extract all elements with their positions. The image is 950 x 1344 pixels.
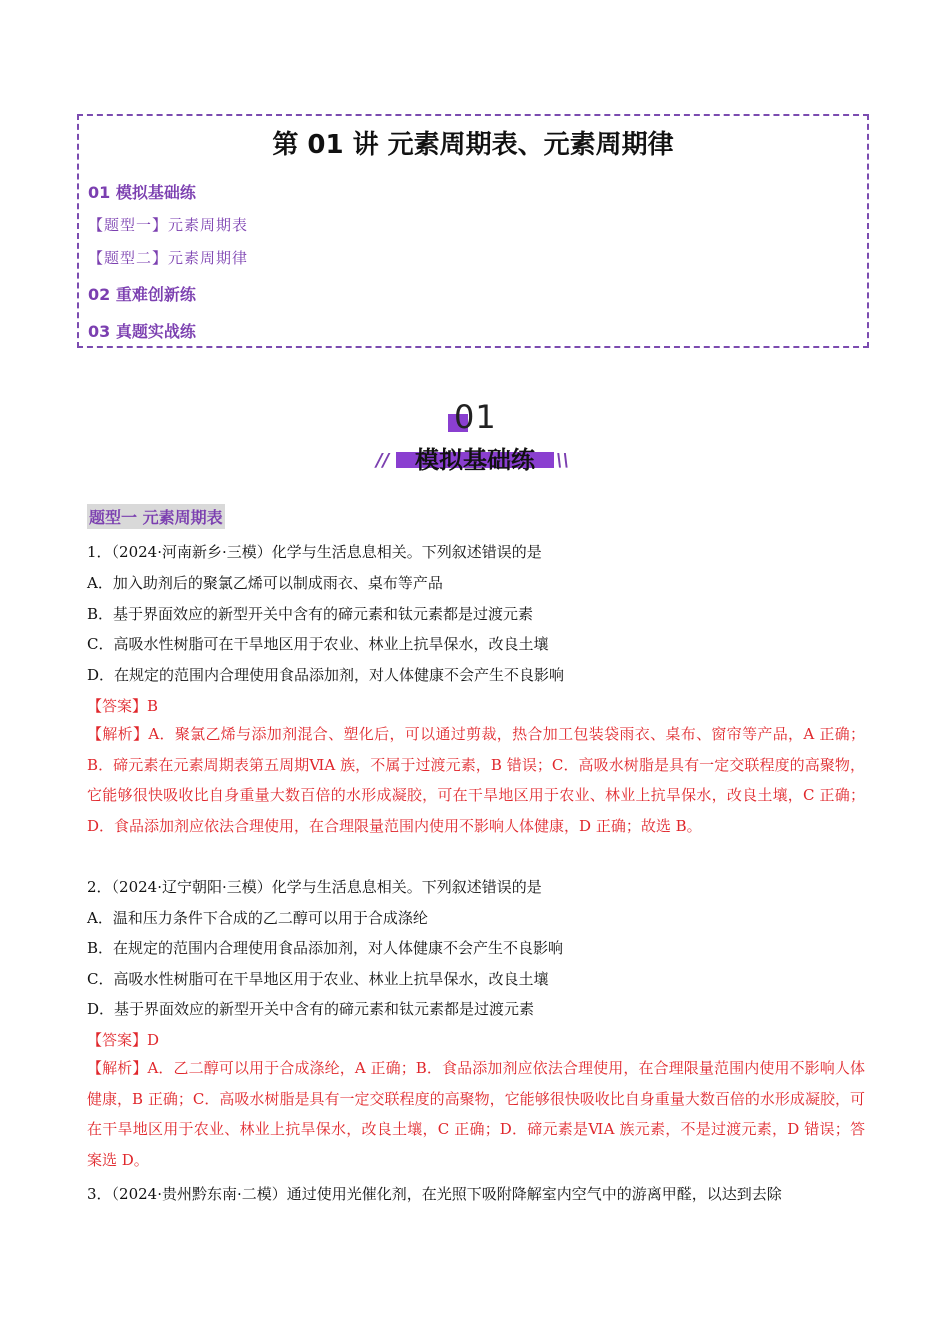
question-1-analysis: 【解析】A．聚氯乙烯与添加剂混合、塑化后，可以通过剪裁，热合加工包装袋雨衣、桌布、窗帘等产品，A 正确；B．碲元素在元素周期表第五周期ⅥA 族，不属于过渡元素，B 错误；C．高吸水树脂是具有一定交联程度的高聚物，它能够很快吸收比自身重量大数百倍的水形成凝胶，可在干旱地区用于农业、林业上抗旱保水，改良土壤，C 正确；D．食品添加剂应依法合理使用，在合理限量范围内使用不影响人体健康，D 正确；故选 B。 (87, 725, 865, 835)
banner-title: 模拟基础练 (415, 446, 535, 474)
banner-left-decoration: // (376, 450, 390, 471)
question-3-stem: 3．（2024·贵州黔东南·二模）通过使用光催化剂，在光照下吸附降解室内空气中的游离甲醛，以达到去除 (87, 1185, 782, 1203)
lecture-title: 第 01 讲 元素周期表、元素周期律 (272, 130, 674, 160)
question-1-option-a: A．加入助剂后的聚氯乙烯可以制成雨衣、桌布等产品 (87, 574, 443, 592)
question-1-stem: 1．（2024·河南新乡·三模）化学与生活息息相关。下列叙述错误的是 (87, 543, 542, 561)
toc-box (77, 114, 869, 348)
question-2-option-c: C．高吸水性树脂可在干旱地区用于农业、林业上抗旱保水，改良土壤 (87, 970, 549, 988)
toc-item-section-01[interactable]: 01 模拟基础练 (88, 183, 196, 202)
question-1-option-c: C．高吸水性树脂可在干旱地区用于农业、林业上抗旱保水，改良土壤 (87, 635, 549, 653)
type-heading: 题型一 元素周期表 (87, 504, 225, 529)
question-1-option-d: D．在规定的范围内合理使用食品添加剂，对人体健康不会产生不良影响 (87, 666, 565, 684)
question-2-option-a: A．温和压力条件下合成的乙二醇可以用于合成涤纶 (87, 909, 428, 927)
question-2-option-b: B．在规定的范围内合理使用食品添加剂，对人体健康不会产生不良影响 (87, 939, 564, 957)
section-banner (370, 398, 580, 478)
question-1-option-b: B．基于界面效应的新型开关中含有的碲元素和钛元素都是过渡元素 (87, 605, 534, 623)
question-2-analysis: 【解析】A．乙二醇可以用于合成涤纶，A 正确；B．食品添加剂应依法合理使用，在合理限量范围内使用不影响人体健康，B 正确；C．高吸水树脂是具有一定交联程度的高聚物，它能够很快吸收比自身重量大数百倍的水形成凝胶，可在干旱地区用于农业、林业上抗旱保水，改良土壤，C 正确；D．碲元素是ⅥA 族元素，不是过渡元素，D 错误；答案选 D。 (87, 1059, 865, 1169)
toc-item-type-2[interactable]: 【题型二】元素周期律 (88, 249, 249, 267)
banner-right-decoration: \\ (556, 450, 570, 471)
banner-number: 01 (454, 398, 497, 436)
toc-item-type-1[interactable]: 【题型一】元素周期表 (88, 216, 249, 234)
question-1-answer: 【答案】B (87, 697, 159, 715)
toc-item-section-03[interactable]: 03 真题实战练 (88, 322, 196, 341)
question-2-answer: 【答案】D (87, 1031, 160, 1049)
toc-item-section-02[interactable]: 02 重难创新练 (88, 285, 196, 304)
question-2-stem: 2．（2024·辽宁朝阳·三模）化学与生活息息相关。下列叙述错误的是 (87, 878, 542, 896)
question-2-option-d: D．基于界面效应的新型开关中含有的碲元素和钛元素都是过渡元素 (87, 1000, 535, 1018)
